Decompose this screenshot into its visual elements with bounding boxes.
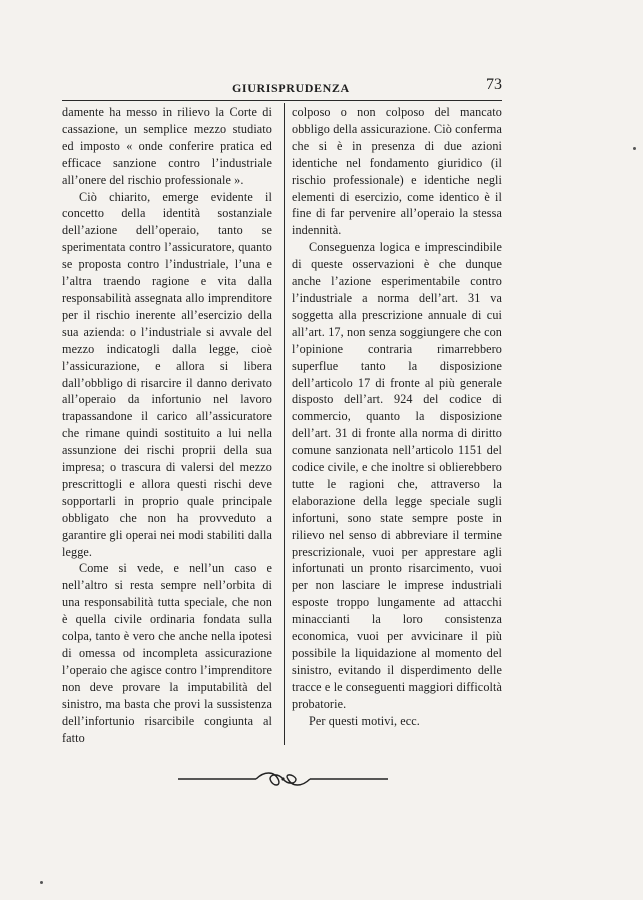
left-paragraph-1: damente ha messo in rilievo la Corte di cassazione, un semplice mezzo studiato ed imposto « onde conferire pratica ed efficace sanzione contro l’industriale all’onere del rischio professionale ». — [62, 105, 272, 187]
end-ornament-icon — [178, 768, 388, 790]
right-paragraph-1: colposo o non colposo del mancato obbligo della assicurazione. Ciò conferma che si è in presenza di due azioni identiche nel fondamento giuridico (il rischio professionale) e identiche negli elementi di esercizio, come identico è il fine di far pervenire all’operaio la stessa indennità. — [292, 105, 502, 238]
left-paragraph-2: Ciò chiarito, emerge evidente il concetto della identità sostanziale dell’azione dell’operaio, tanto se sperimentata contro l’assicuratore, quanto se proposta contro l’industriale, l’una e l’altra traendo ragione e vita dalla responsabilità assegnata allo imprenditore per il rischio inerente all’esercizio della sua azienda: o l’industriale si avvale del mezzo indicatogli dalla legge, cioè l’assicurazione, e allora si libera dall’obbligo di risarcire il danno derivato all’operaio da infortunio nel lavoro trapassandone il carico all’assicuratore che rimane quindi sostituito a lui nella assunzione dei rischi proprii della sua impresa; o trascura di valersi del mezzo prescrittogli e allora questi rischi deve sopportarli in proprio quale principale obbligato che non ha provveduto a garantire gli operai nei modi stabiliti dalla legge. — [62, 189, 272, 559]
running-title: GIURISPRUDENZA — [232, 81, 350, 95]
right-paragraph-2: Conseguenza logica e imprescindibile di queste osservazioni è che dunque anche l’azione esperimentabile contro l’industriale a norma dell’art. 31 va soggetta alla prescrizione annuale di cui all’art. 17, non senza soggiungere che con l’opinione contraria rimarrebbero superflue tanto la disposizione dell’articolo 17 di fronte al più generale disposto dell’art. 924 del codice di commercio, quanto la disposizione dell’art. 31 di fronte alla norma di diritto comune sanzionata nell’articolo 1151 del codice civile, e che inoltre si oblierebbero tutte le ragioni che, attraverso la elaborazione della legge speciale sugli infortuni, sono state sempre poste in rilievo nel senso di abbreviare il termine prescrizionale, vuoi per apprestare agli infortunati un pronto risarcimento, vuoi per non lasciare le imprese industriali esposte troppo lungamente ad attacchi minaccianti la loro consistenza economica, vuoi per avvicinare il più possibile la liquidazione al momento del sinistro, evitando il disperdimento delle tracce e le conseguenti maggiori difficoltà probatorie. — [292, 240, 502, 711]
header-rule — [62, 100, 502, 101]
left-paragraph-3: Come si vede, e nell’un caso e nell’altro si resta sempre nell’orbita di una responsabilità tutta speciale, che non è quella civile ordinaria fondata sulla colpa, tanto è vero che anche nella ipotesi di omessa od incompleta assicurazione l’operaio che agisce contro l’imprenditore non deve provare la imputabilità del sinistro, ma basta che provi la sussistenza dell’infortunio risarcibile congiunta al fatto — [62, 561, 272, 745]
page-speck — [40, 881, 43, 884]
right-paragraph-3: Per questi motivi, ecc. — [309, 713, 420, 728]
page-number: 73 — [486, 76, 502, 93]
right-column — [292, 104, 502, 730]
running-head — [62, 78, 502, 100]
column-divider — [284, 103, 285, 745]
left-column — [62, 104, 272, 746]
page-speck — [633, 147, 636, 150]
